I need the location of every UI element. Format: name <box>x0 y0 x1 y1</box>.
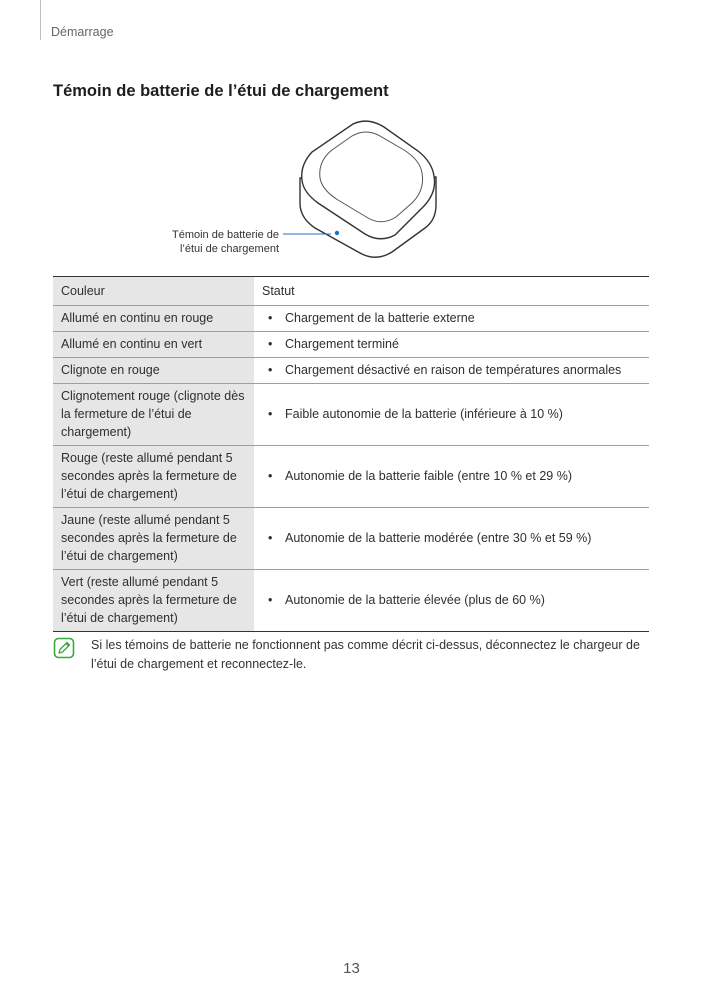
row-color: Allumé en continu en rouge <box>53 306 254 332</box>
row-status <box>254 306 649 332</box>
row-color: Vert (reste allumé pendant 5 secondes après la fermeture de l’étui de chargement) <box>53 570 254 632</box>
callout-line-1: Témoin de batterie de <box>171 229 279 241</box>
table-row <box>53 306 649 332</box>
table-row <box>53 446 649 508</box>
status-text: Faible autonomie de la batterie (inférieure à 10 %) <box>285 407 563 421</box>
led-callout-label <box>172 228 279 256</box>
header-divider <box>40 0 41 40</box>
status-text: Chargement de la batterie externe <box>285 311 475 325</box>
row-color: Allumé en continu en vert <box>53 332 254 358</box>
note-text: Si les témoins de batterie ne fonctionnent pas comme décrit ci-dessus, déconnectez le chargeur de l’étui de chargement et reconnectez-le. <box>91 638 640 671</box>
row-color: Clignotement rouge (clignote dès la fermeture de l’étui de chargement) <box>53 384 254 446</box>
bullet-icon: • <box>268 407 273 421</box>
table-row <box>53 332 649 358</box>
bullet-icon: • <box>268 469 273 483</box>
table-row <box>53 508 649 570</box>
note-pencil-icon <box>53 637 75 659</box>
table-header-row <box>53 277 649 306</box>
charging-case-illustration <box>0 120 703 260</box>
table-row <box>53 570 649 632</box>
bullet-icon: • <box>268 363 273 377</box>
row-status <box>254 384 649 446</box>
bullet-icon: • <box>268 311 273 325</box>
status-text: Autonomie de la batterie modérée (entre 30 % et 59 %) <box>285 531 592 545</box>
header-statut: Statut <box>254 277 649 306</box>
status-text: Autonomie de la batterie élevée (plus de 60 %) <box>285 593 545 607</box>
row-status <box>254 332 649 358</box>
table-row <box>53 384 649 446</box>
battery-status-table <box>53 276 649 632</box>
row-status <box>254 570 649 632</box>
row-color: Rouge (reste allumé pendant 5 secondes après la fermeture de l’étui de chargement) <box>53 446 254 508</box>
status-text: Chargement terminé <box>285 337 399 351</box>
table-row <box>53 358 649 384</box>
battery-led <box>335 231 339 235</box>
row-color: Jaune (reste allumé pendant 5 secondes après la fermeture de l’étui de chargement) <box>53 508 254 570</box>
page-title: Témoin de batterie de l’étui de chargement <box>53 82 389 100</box>
bullet-icon: • <box>268 337 273 351</box>
row-status <box>254 358 649 384</box>
row-color: Clignote en rouge <box>53 358 254 384</box>
row-status <box>254 446 649 508</box>
status-text: Chargement désactivé en raison de températures anormales <box>285 363 622 377</box>
callout-line-2: l’étui de chargement <box>179 243 279 255</box>
header-couleur: Couleur <box>53 277 254 306</box>
row-status <box>254 508 649 570</box>
status-text: Autonomie de la batterie faible (entre 10 % et 29 %) <box>285 469 572 483</box>
page-number: 13 <box>343 960 360 977</box>
bullet-icon: • <box>268 531 273 545</box>
bullet-icon: • <box>268 593 273 607</box>
section-label: Démarrage <box>51 25 114 39</box>
